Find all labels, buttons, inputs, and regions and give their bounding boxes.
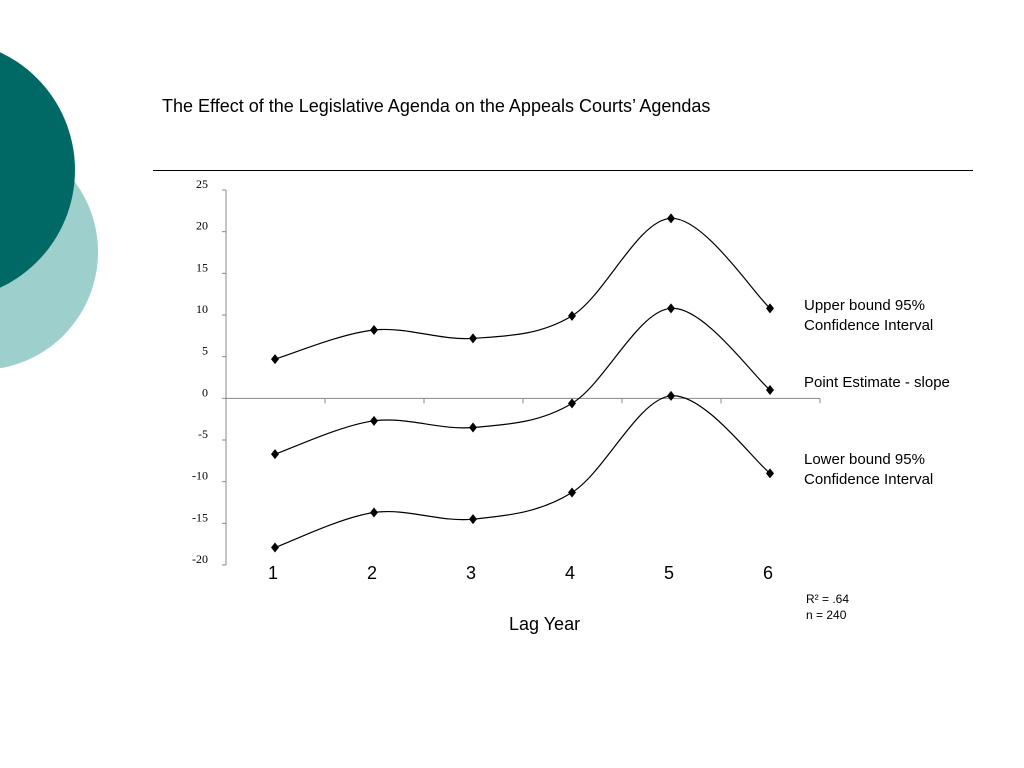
x-tick-label: 4 — [564, 563, 576, 583]
lower-bound-label-line1: Lower bound 95% — [804, 451, 925, 468]
lower-bound-point — [370, 508, 378, 518]
y-tick-label: 5 — [202, 343, 208, 358]
y-tick-label: 20 — [196, 218, 208, 233]
point-estimate-point — [370, 416, 378, 426]
fit-statistics — [806, 591, 849, 623]
y-tick-label: -15 — [192, 510, 208, 525]
lower-bound-point — [667, 391, 675, 401]
x-tick-label: 1 — [267, 563, 279, 583]
x-tick-label: 2 — [366, 563, 378, 583]
y-tick-label: 10 — [196, 302, 208, 316]
lower-bound-label-line2: Confidence Interval — [804, 471, 934, 488]
lower-bound-point — [271, 543, 279, 553]
lower-bound-point — [766, 468, 774, 478]
upper-bound-line — [275, 218, 770, 359]
lower-bound-line — [275, 396, 770, 548]
x-axis-title: Lag Year — [509, 614, 581, 634]
x-tick-label: 5 — [663, 563, 675, 583]
point-estimate-point — [271, 449, 279, 459]
upper-bound-point — [667, 213, 675, 223]
point-estimate-point — [667, 303, 675, 313]
upper-bound-point — [568, 311, 576, 321]
point-estimate-label — [804, 373, 950, 393]
lower-bound-point — [568, 488, 576, 498]
slide-title: The Effect of the Legislative Agenda on the Appeals Courts’ Agendas — [162, 96, 711, 116]
point-estimate-point — [469, 423, 477, 433]
upper-bound-label-line1: Upper bound 95% — [804, 297, 925, 314]
point-estimate-label-line1: Point Estimate - slope — [804, 374, 950, 391]
y-tick-label: -5 — [198, 427, 208, 441]
sample-size: n = 240 — [806, 608, 847, 622]
r-squared: R² = .64 — [806, 592, 850, 606]
y-tick-label: -20 — [192, 552, 208, 566]
point-estimate-point — [766, 385, 774, 395]
point-estimate-line — [275, 308, 770, 454]
upper-bound-label — [804, 296, 933, 336]
y-tick-label: 15 — [196, 260, 208, 275]
upper-bound-label-line2: Confidence Interval — [804, 317, 934, 334]
lower-bound-label — [804, 450, 933, 490]
x-tick-label: 6 — [762, 563, 774, 583]
upper-bound-point — [271, 354, 279, 364]
y-tick-label: 25 — [196, 177, 208, 191]
x-tick-label: 3 — [465, 563, 477, 583]
y-tick-label: -10 — [192, 468, 208, 483]
upper-bound-point — [370, 325, 378, 335]
upper-bound-point — [469, 333, 477, 343]
y-tick-label: 0 — [202, 385, 208, 400]
point-estimate-point — [568, 398, 576, 408]
lower-bound-point — [469, 514, 477, 524]
